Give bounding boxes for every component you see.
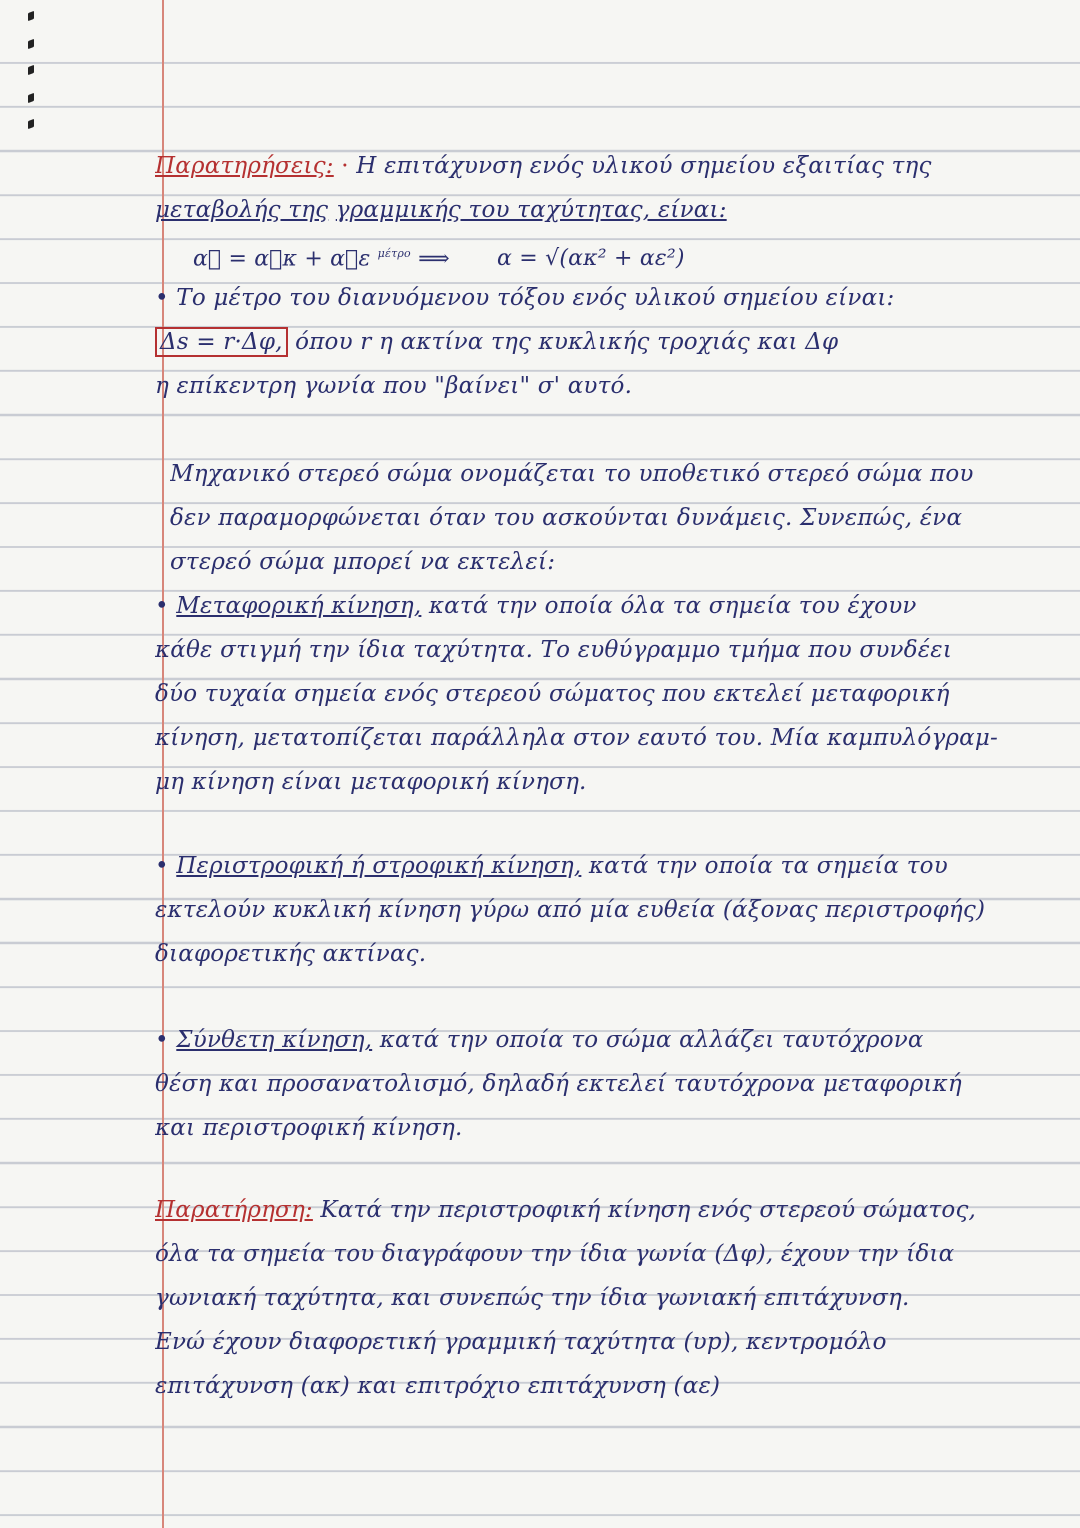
remark-text: γωνιακή ταχύτητα, και συνεπώς την ίδια γωνιακή επιτάχυνση. [155, 1285, 910, 1311]
rigid-body-text: Μηχανικό στερεό σώμα ονομάζεται το υποθετικό στερεό σώμα που [170, 461, 974, 487]
acceleration-magnitude-formula: α = √(ακ² + αε²) [497, 246, 685, 272]
observations-section [155, 144, 1045, 408]
rigid-body-text: δεν παραμορφώνεται όταν του ασκούνται δυνάμεις. Συνεπώς, ένα [170, 505, 963, 531]
rotational-text: διαφορετικής ακτίνας. [155, 941, 427, 967]
translational-text: κίνηση, μετατοπίζεται παράλληλα στον εαυτό του. Μία καμπυλόγραμ- [155, 725, 998, 751]
bullet-icon: • [155, 1027, 169, 1053]
translational-term: Μεταφορική κίνηση, [176, 593, 422, 619]
translational-text: δύο τυχαία σημεία ενός στερεού σώματος που εκτελεί μεταφορική [155, 681, 950, 707]
composite-section [155, 1018, 1045, 1150]
observations-text: μεταβολής της [155, 197, 329, 223]
binder-hole [28, 65, 34, 75]
bullet-icon: • [155, 285, 169, 311]
binder-hole [28, 93, 34, 103]
rotational-text: εκτελούν κυκλική κίνηση γύρω από μία ευθεία (άξονας περιστροφής) [155, 897, 986, 923]
arc-text: Το μέτρο του διανυόμενου τόξου ενός υλικού σημείου είναι: [176, 285, 895, 311]
arc-length-formula: Δs = r·Δφ, [155, 327, 288, 357]
composite-text: θέση και προσανατολισμό, δηλαδή εκτελεί ταυτόχρονα μεταφορική [155, 1071, 962, 1097]
binder-hole [28, 119, 34, 129]
translational-text: κατά την οποία όλα τα σημεία του έχουν [428, 593, 917, 619]
binder-hole [28, 39, 34, 49]
arc-text: η επίκεντρη γωνία που "βαίνει" σ' αυτό. [155, 373, 633, 399]
remark-text: Κατά την περιστροφική κίνηση ενός στερεού σώματος, [320, 1197, 977, 1223]
remark-heading: Παρατήρηση: [155, 1197, 313, 1223]
translational-text: μη κίνηση είναι μεταφορική κίνηση. [155, 769, 587, 795]
observations-text: Η επιτάχυνση ενός υλικού σημείου εξαιτίας της [356, 153, 932, 179]
arrow-label: μέτρο [377, 247, 411, 260]
observations-heading: Παρατηρήσεις: [155, 153, 334, 179]
bullet-icon: • [155, 593, 169, 619]
translational-section [155, 584, 1045, 804]
remark-text: Ενώ έχουν διαφορετική γραμμική ταχύτητα (υp), κεντρομόλο [155, 1329, 887, 1355]
rigid-body-text: στερεό σώμα μπορεί να εκτελεί: [170, 549, 556, 575]
rigid-body-section [170, 452, 1060, 584]
rotational-text: κατά την οποία τα σημεία του [588, 853, 948, 879]
acceleration-vector-formula: α⃗ = α⃗κ + α⃗ε [193, 246, 371, 272]
composite-term: Σύνθετη κίνηση, [176, 1027, 373, 1053]
rotational-term: Περιστροφική ή στροφική κίνηση, [176, 853, 582, 879]
arc-text: όπου r η ακτίνα της κυκλικής τροχιάς και Δφ [295, 329, 839, 355]
observations-text: γραμμικής του ταχύτητας, είναι: [335, 197, 727, 223]
composite-text: και περιστροφική κίνηση. [155, 1115, 463, 1141]
composite-text: κατά την οποία το σώμα αλλάζει ταυτόχρονα [379, 1027, 924, 1053]
rotational-section [155, 844, 1045, 976]
bullet-icon: • [155, 853, 169, 879]
bullet-icon: · [341, 153, 349, 179]
translational-text: κάθε στιγμή την ίδια ταχύτητα. Το ευθύγραμμο τμήμα που συνδέει [155, 637, 953, 663]
remark-text: όλα τα σημεία του διαγράφουν την ίδια γωνία (Δφ), έχουν την ίδια [155, 1241, 955, 1267]
remark-section [155, 1188, 1045, 1408]
remark-text: επιτάχυνση (ακ) και επιτρόχιο επιτάχυνση (αε) [155, 1373, 721, 1399]
implies-arrow-icon: ⟹ [418, 246, 450, 272]
binder-hole [28, 11, 34, 21]
